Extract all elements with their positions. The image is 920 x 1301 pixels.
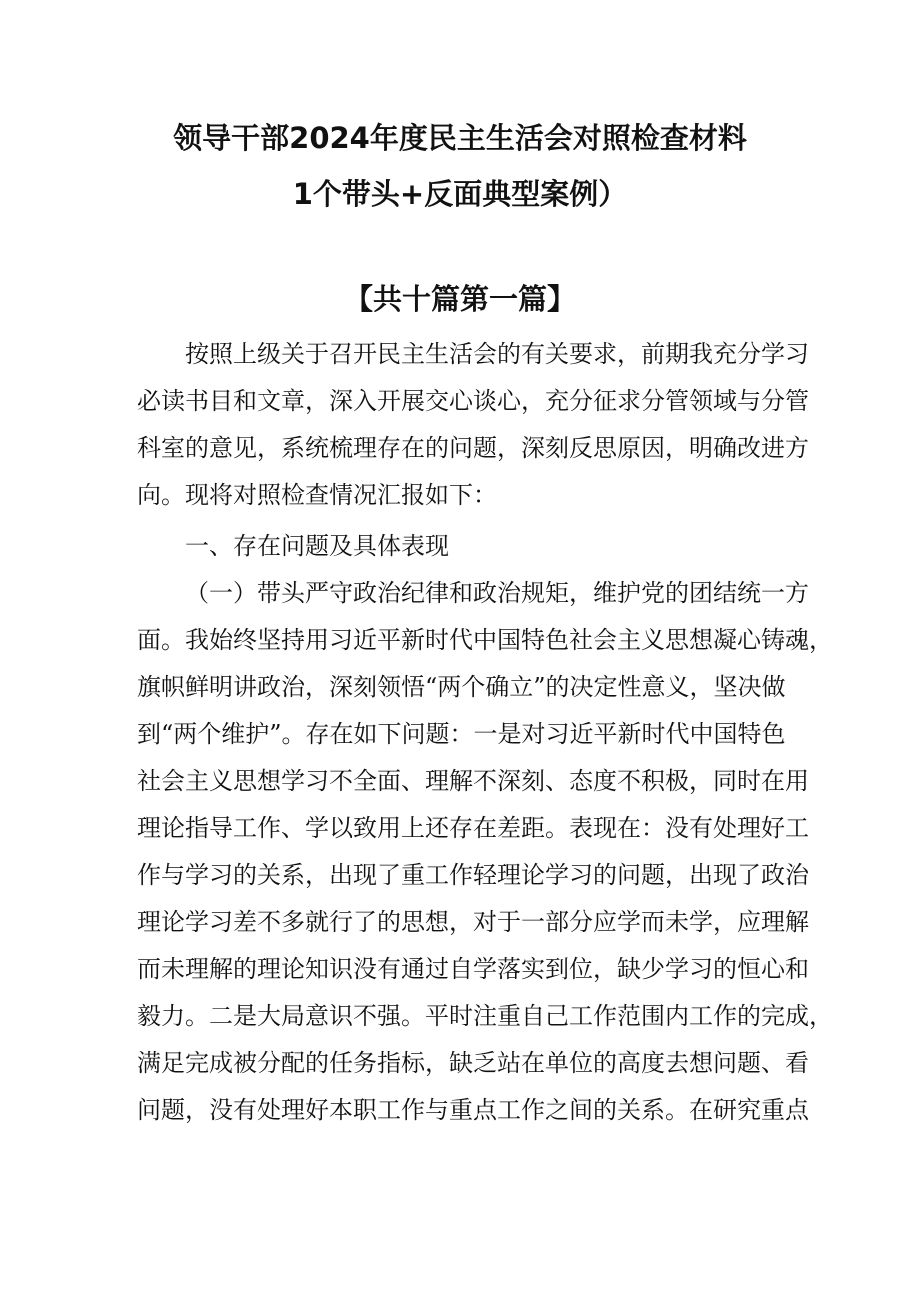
section-heading xyxy=(137,523,793,570)
text-line: 按照上级关于召开民主生活会的有关要求，前期我充分学习 xyxy=(185,340,809,368)
text-line: 社会主义思想学习不全面、理解不深刻、态度不积极，同时在用 xyxy=(137,767,809,795)
document-title: 领导干部2024年度民主生活会对照检查材料 xyxy=(173,121,747,155)
paragraph-section-1 xyxy=(137,570,833,1134)
text-line: 向。现将对照检查情况汇报如下： xyxy=(137,481,497,509)
text-line: （一）带头严守政治纪律和政治规矩，维护党的团结统一方 xyxy=(185,579,809,607)
text-line: 毅力。二是大局意识不强。平时注重自己工作范围内工作的完成， xyxy=(137,1002,833,1030)
text-line: 问题，没有处理好本职工作与重点工作之间的关系。在研究重点 xyxy=(137,1096,809,1124)
paragraph-intro xyxy=(137,331,809,519)
text-line: 满足完成被分配的任务指标，缺乏站在单位的高度去想问题、看 xyxy=(137,1049,809,1077)
document-part-label: 【共十篇第一篇】 xyxy=(343,282,576,316)
text-line: 必读书目和文章，深入开展交心谈心，充分征求分管领域与分管 xyxy=(137,387,809,415)
section-heading-text: 一、存在问题及具体表现 xyxy=(185,532,449,560)
text-line: 而未理解的理论知识没有通过自学落实到位，缺少学习的恒心和 xyxy=(137,955,809,983)
text-line: 旗帜鲜明讲政治，深刻领悟“两个确立”的决定性意义，坚决做 xyxy=(137,673,786,701)
text-line: 科室的意见，系统梳理存在的问题，深刻反思原因，明确改进方 xyxy=(137,434,809,462)
text-line: 作与学习的关系，出现了重工作轻理论学习的问题，出现了政治 xyxy=(137,861,809,889)
text-line: 面。我始终坚持用习近平新时代中国特色社会主义思想凝心铸魂， xyxy=(137,626,833,654)
document-subtitle: 1个带头+反面典型案例） xyxy=(292,177,628,211)
text-line: 理论学习差不多就行了的思想，对于一部分应学而未学，应理解 xyxy=(137,908,809,936)
text-line: 到“两个维护”。存在如下问题：一是对习近平新时代中国特色 xyxy=(137,720,786,748)
text-line: 理论指导工作、学以致用上还存在差距。表现在：没有处理好工 xyxy=(137,814,809,842)
